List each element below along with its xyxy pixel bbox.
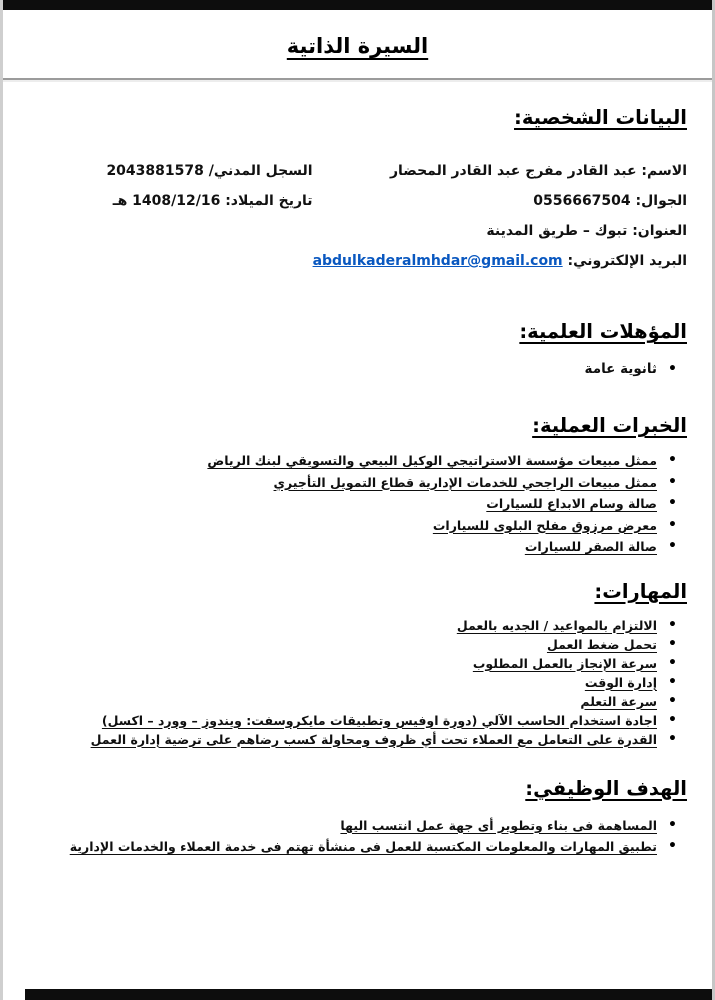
experience-list [28, 450, 687, 558]
scan-border-top [3, 0, 712, 10]
section-personal [28, 106, 687, 276]
personal-heading: البيانات الشخصية: [514, 106, 687, 129]
title-band [3, 0, 712, 80]
experience-heading: الخبرات العملية: [532, 414, 687, 437]
field-name [313, 156, 687, 186]
objective-heading: الهدف الوظيفي: [525, 776, 687, 800]
field-empty [28, 246, 313, 276]
email-label: البريد الإلكتروني: [567, 253, 687, 269]
list-item: • إدارة الوقت [28, 673, 681, 692]
page-title: السيرة الذاتية [286, 34, 429, 58]
list-item: • ممثل مبيعات مؤسسة الاستراتيجي الوكيل البيعي والتسويقي لبنك الرياض [28, 450, 681, 472]
address-label: العنوان: [632, 223, 687, 239]
list-item: • اجادة استخدام الحاسب الآلي (دورة اوفيس وتطبيقات مايكروسفت: ويندوز – وورد – اكسل) [28, 711, 681, 730]
list-item: • القدرة على التعامل مع العملاء تحت أي ظروف ومحاولة كسب رضاهم على ترضية إدارة العمل [28, 730, 681, 749]
qualifications-heading: المؤهلات العلمية: [519, 320, 687, 343]
section-qualifications [28, 320, 687, 380]
list-item: • تطبيق المهارات والمعلومات المكتسبة للعمل فى منشأة تهتم فى خدمة العملاء والخدمات الإدارية [28, 836, 681, 858]
list-item: • ممثل مبيعات الراجحي للخدمات الإدارية قطاع التمويل التأجيري [28, 472, 681, 494]
objective-list [28, 815, 687, 858]
list-item: • صالة وسام الابداع للسيارات [28, 493, 681, 515]
field-address [313, 216, 687, 246]
field-email [313, 246, 687, 276]
field-birth-date [28, 186, 313, 216]
list-item: • المساهمة فى بناء وتطوير أى جهة عمل انتسب اليها [28, 815, 681, 837]
list-item: • صالة الصقر للسيارات [28, 536, 681, 558]
field-mobile [313, 186, 687, 216]
email-link[interactable]: abdulkaderalmhdar@gmail.com [312, 253, 563, 269]
scan-border-bottom [25, 989, 712, 1000]
birth-date-label: تاريخ الميلاد: [225, 193, 313, 209]
cv-body [3, 106, 712, 858]
list-item: • سرعة التعلم [28, 692, 681, 711]
qualifications-list [28, 358, 687, 380]
skills-list [28, 616, 687, 749]
field-empty [28, 216, 313, 246]
name-value: عبد القادر مفرج عبد القادر المحضار [389, 163, 637, 179]
list-item: • معرض مرزوق مفلح البلوى للسيارات [28, 515, 681, 537]
list-item: • تحمل ضغط العمل [28, 635, 681, 654]
section-objective [28, 777, 687, 858]
list-item: • سرعة الإنجاز بالعمل المطلوب [28, 654, 681, 673]
list-item: • ثانوية عامة [28, 358, 681, 380]
address-value: تبوك – طريق المدينة [486, 223, 628, 239]
mobile-label: الجوال: [635, 193, 687, 209]
name-label: الاسم: [641, 163, 687, 179]
mobile-value: 0556667504 [533, 193, 631, 209]
list-item: • الالتزام بالمواعيد / الجديه بالعمل [28, 616, 681, 635]
section-experience [28, 414, 687, 558]
skills-heading: المهارات: [594, 579, 687, 603]
birth-date-value: 1408/12/16 هـ [112, 193, 221, 209]
civil-record-label: السجل المدني/ [208, 163, 313, 179]
field-civil-record [28, 156, 313, 186]
personal-fields [28, 156, 687, 276]
section-skills [28, 580, 687, 749]
civil-record-value: 2043881578 [106, 163, 204, 179]
